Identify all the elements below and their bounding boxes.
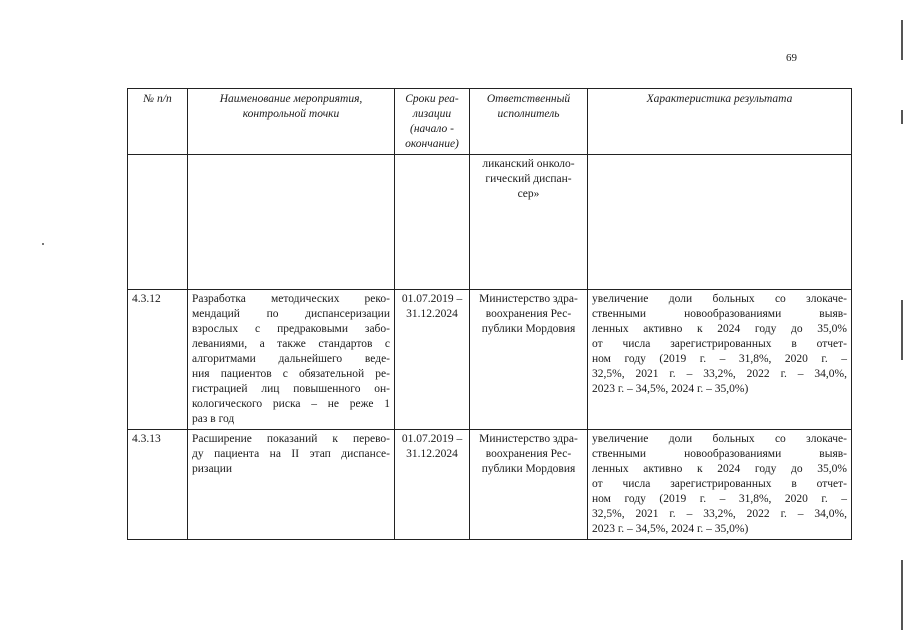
- header-num: № п/п: [128, 89, 188, 155]
- cell-name: Разработка методических реко- мендаций по диспансеризации взрослых с предраковыми забо- леваниями, а также стандартов с алгоритмами дальнейшего веде- ния пациентов с обязательной ре- гистрацией лиц повышенного он- кологического риска – не реже 1 раз в год: [188, 290, 395, 430]
- cell-result: увеличение доли больных со злокаче- ственными новообразованиями выяв- ленных активно к 2024 году до 35,0% от числа зарегистрированных в отчет- ном году (2019 г. – 31,8%, 2020 г. – 32,5%, 2021 г. – 33,2%, 2022 г. – 34,0%, 2023 г. – 34,5%, 2024 г. – 35,0%): [588, 430, 852, 540]
- scan-edge-mark: [901, 300, 903, 360]
- cell-result: [588, 155, 852, 290]
- header-executor: Ответственный исполнитель: [470, 89, 588, 155]
- scan-edge-mark: [901, 110, 903, 124]
- scan-edge-mark: [901, 20, 903, 60]
- cell-executor: ликанский онколо- гический диспан- сер»: [470, 155, 588, 290]
- cell-num: 4.3.13: [128, 430, 188, 540]
- header-name: Наименование мероприятия, контрольной точки: [188, 89, 395, 155]
- cell-result: увеличение доли больных со злокаче- ственными новообразованиями выяв- ленных активно к 2024 году до 35,0% от числа зарегистрированных в отчет- ном году (2019 г. – 31,8%, 2020 г. – 32,5%, 2021 г. – 33,2%, 2022 г. – 34,0%, 2023 г. – 34,5%, 2024 г. – 35,0%): [588, 290, 852, 430]
- page-number: 69: [786, 52, 797, 64]
- table-row-continuation: [128, 155, 852, 290]
- cell-dates: 01.07.2019 – 31.12.2024: [395, 430, 470, 540]
- cell-dates: 01.07.2019 – 31.12.2024: [395, 290, 470, 430]
- measures-table: [127, 88, 852, 540]
- cell-executor: Министерство здра- воохранения Рес- публики Мордовия: [470, 290, 588, 430]
- cell-name: [188, 155, 395, 290]
- table-row: [128, 290, 852, 430]
- header-dates: Сроки реа- лизации (начало - окончание): [395, 89, 470, 155]
- scan-edge-marks: [893, 0, 905, 640]
- table-header-row: [128, 89, 852, 155]
- cell-dates: [395, 155, 470, 290]
- header-result: Характеристика результата: [588, 89, 852, 155]
- scan-edge-mark: [901, 560, 903, 630]
- scan-speck: [42, 243, 44, 245]
- cell-name: Расширение показаний к перево- ду пациента на II этап диспансе- ризации: [188, 430, 395, 540]
- table-row: [128, 430, 852, 540]
- cell-num: 4.3.12: [128, 290, 188, 430]
- cell-executor: Министерство здра- воохранения Рес- публики Мордовия: [470, 430, 588, 540]
- cell-num: [128, 155, 188, 290]
